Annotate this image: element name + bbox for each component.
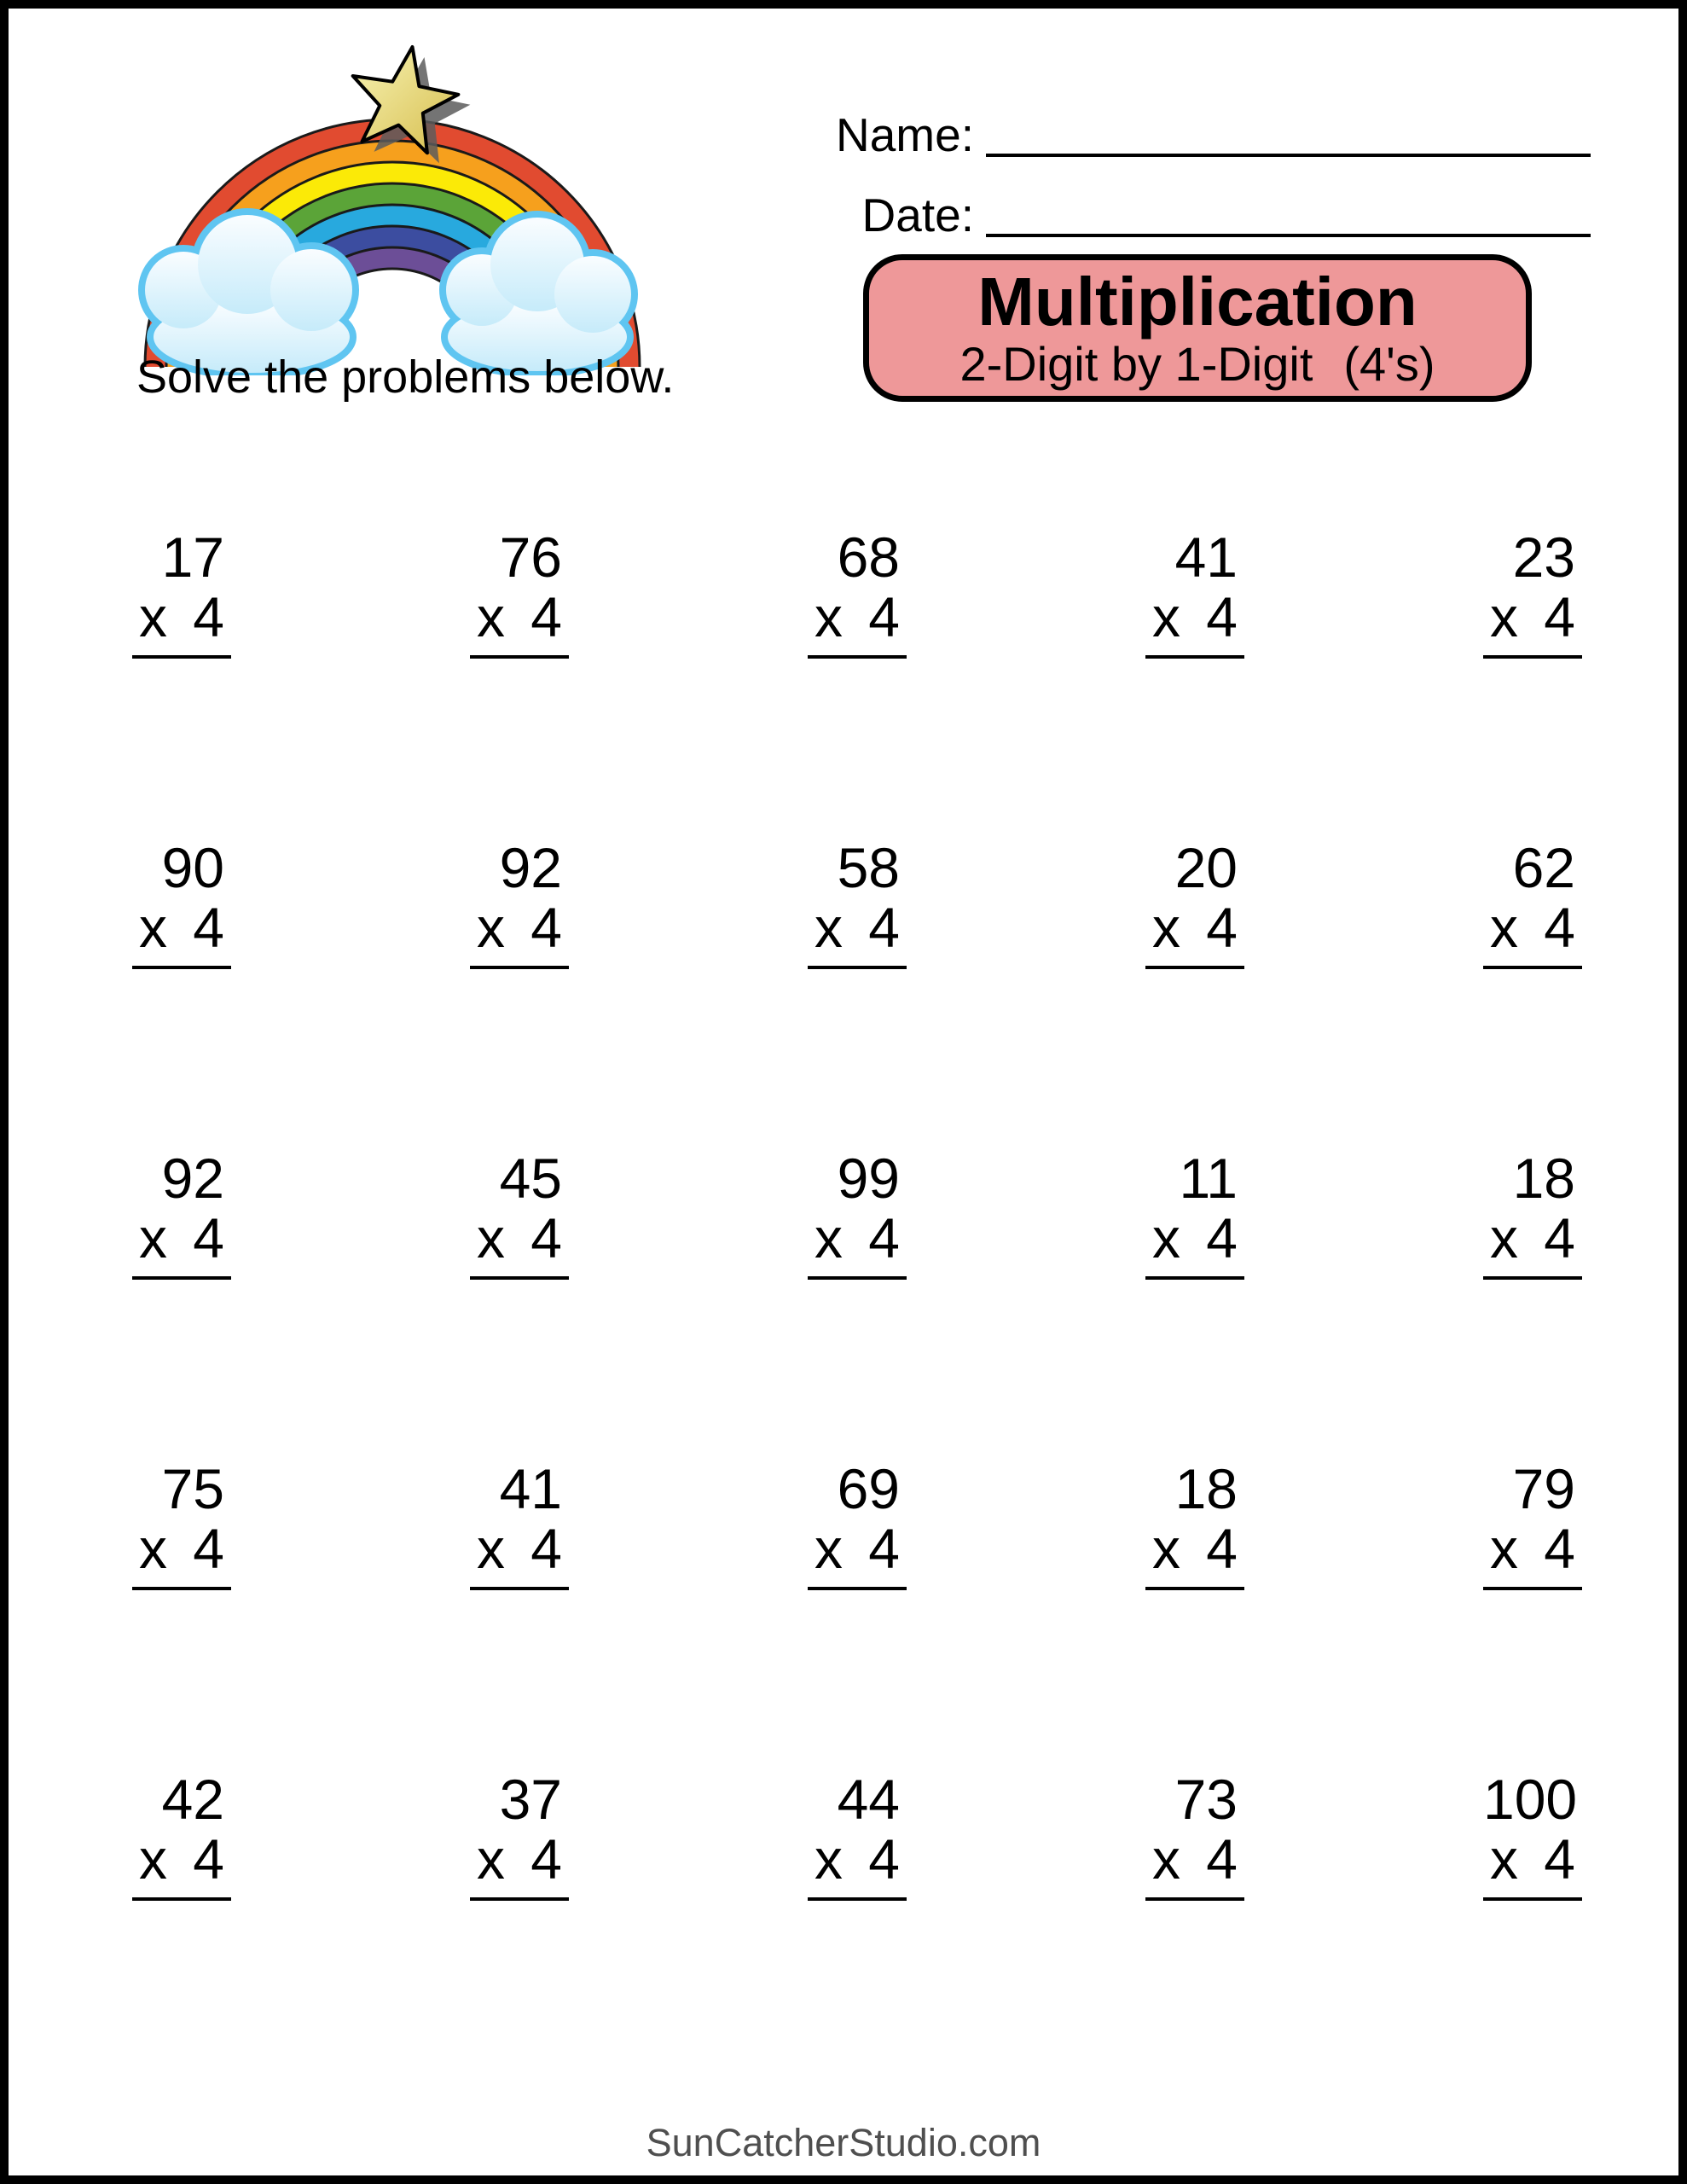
multiply-sign: x (139, 896, 167, 959)
multiplicand: 90 (161, 836, 224, 899)
multiplication-problem (1145, 1148, 1244, 1280)
answer-line (808, 1587, 907, 1590)
footer-credit: SunCatcherStudio.com (646, 2121, 1041, 2164)
multiplier: 4 (1544, 1206, 1575, 1269)
multiply-sign: x (139, 585, 167, 648)
answer-line (1483, 966, 1582, 969)
operator-line (470, 897, 569, 957)
multiplication-problem (132, 838, 231, 969)
multiplicand: 68 (837, 526, 900, 589)
multiplier: 4 (193, 585, 224, 648)
rainbow-svg (90, 43, 652, 375)
multiplier: 4 (193, 1206, 224, 1269)
multiplication-problem (1145, 1769, 1244, 1901)
multiplicand: 75 (161, 1457, 224, 1520)
answer-line (1483, 1587, 1582, 1590)
date-field-row (819, 189, 1591, 241)
worksheet-subtitle (959, 338, 1435, 391)
multiplicand: 37 (499, 1768, 562, 1831)
problems-row (132, 1148, 1582, 1280)
problems-grid (132, 527, 1582, 2080)
multiply-sign: x (815, 1206, 843, 1269)
operator-line (132, 897, 231, 957)
problems-row (132, 1459, 1582, 1590)
multiplicand: 92 (499, 836, 562, 899)
multiply-sign: x (1490, 585, 1518, 648)
multiplication-problem (1145, 527, 1244, 659)
answer-line (1145, 1276, 1244, 1280)
multiplication-problem (132, 527, 231, 659)
multiplication-problem (470, 838, 569, 969)
operator-line (808, 897, 907, 957)
operator-line (808, 1829, 907, 1889)
multiply-sign: x (1490, 896, 1518, 959)
multiplier: 4 (1544, 1827, 1575, 1891)
multiplicand: 73 (1174, 1768, 1238, 1831)
multiplicand: 23 (1512, 526, 1575, 589)
multiplication-problem (470, 1148, 569, 1280)
answer-line (470, 1897, 569, 1901)
multiplicand: 45 (499, 1147, 562, 1210)
multiplicand: 62 (1512, 836, 1575, 899)
answer-line (808, 655, 907, 659)
multiply-sign: x (1152, 1827, 1180, 1891)
operator-line (1145, 1829, 1244, 1889)
multiplication-problem (470, 527, 569, 659)
multiply-sign: x (139, 1517, 167, 1580)
operator-line (1145, 897, 1244, 957)
operator-line (808, 1519, 907, 1578)
date-blank-line (986, 189, 1591, 237)
multiplication-problem (132, 1459, 231, 1590)
multiplicand: 69 (837, 1457, 900, 1520)
multiply-sign: x (1152, 896, 1180, 959)
multiplication-problem (1483, 527, 1582, 659)
multiplier: 4 (868, 585, 900, 648)
multiply-sign: x (1152, 1206, 1180, 1269)
multiplier: 4 (530, 585, 562, 648)
multiplicand: 100 (1483, 1768, 1578, 1831)
answer-line (132, 1587, 231, 1590)
operator-line (1483, 1519, 1582, 1578)
multiplicand: 20 (1174, 836, 1238, 899)
multiplier: 4 (1206, 1206, 1238, 1269)
multiply-sign: x (477, 585, 505, 648)
multiply-sign: x (1490, 1206, 1518, 1269)
multiplier: 4 (1206, 896, 1238, 959)
multiplier: 4 (1544, 1517, 1575, 1580)
multiplication-problem (132, 1769, 231, 1901)
answer-line (470, 1276, 569, 1280)
multiplication-problem (1483, 1148, 1582, 1280)
operator-line (808, 587, 907, 647)
operator-line (132, 1519, 231, 1578)
multiply-sign: x (1490, 1517, 1518, 1580)
answer-line (132, 655, 231, 659)
operator-line (132, 1208, 231, 1268)
multiplier: 4 (530, 1827, 562, 1891)
instruction-text: Solve the problems below. (136, 351, 675, 403)
multiplier: 4 (868, 896, 900, 959)
multiply-sign: x (477, 1827, 505, 1891)
answer-line (808, 1276, 907, 1280)
multiplier: 4 (193, 896, 224, 959)
subtitle-text: 2-Digit by 1-Digit (959, 336, 1313, 391)
multiplicand: 79 (1512, 1457, 1575, 1520)
answer-line (470, 966, 569, 969)
name-label: Name: (836, 108, 974, 161)
operator-line (470, 1519, 569, 1578)
multiplication-problem (470, 1769, 569, 1901)
multiply-sign: x (477, 1517, 505, 1580)
multiplicand: 58 (837, 836, 900, 899)
multiplier: 4 (1206, 1517, 1238, 1580)
operator-line (1483, 1829, 1582, 1889)
multiplier: 4 (193, 1517, 224, 1580)
multiplicand: 99 (837, 1147, 900, 1210)
multiplicand: 18 (1512, 1147, 1575, 1210)
operator-line (1483, 897, 1582, 957)
multiplication-problem (132, 1148, 231, 1280)
operator-line (470, 587, 569, 647)
answer-line (1145, 655, 1244, 659)
operator-line (470, 1208, 569, 1268)
answer-line (1145, 1897, 1244, 1901)
multiply-sign: x (815, 585, 843, 648)
worksheet-title: Multiplication (977, 263, 1417, 340)
subtitle-level-tag: (4's) (1343, 336, 1435, 391)
date-label: Date: (861, 189, 974, 241)
answer-line (1483, 1276, 1582, 1280)
multiplicand: 76 (499, 526, 562, 589)
operator-line (1145, 1519, 1244, 1578)
multiplier: 4 (868, 1827, 900, 1891)
answer-line (132, 1276, 231, 1280)
multiplier: 4 (1544, 896, 1575, 959)
multiplier: 4 (868, 1206, 900, 1269)
multiplication-problem (1145, 1459, 1244, 1590)
multiply-sign: x (1152, 585, 1180, 648)
answer-line (470, 1587, 569, 1590)
multiply-sign: x (139, 1206, 167, 1269)
multiplier: 4 (868, 1517, 900, 1580)
multiplier: 4 (530, 1517, 562, 1580)
multiplication-problem (808, 1459, 907, 1590)
multiply-sign: x (815, 1517, 843, 1580)
multiplicand: 92 (161, 1147, 224, 1210)
operator-line (132, 587, 231, 647)
multiplication-problem (808, 527, 907, 659)
multiplication-problem (1483, 838, 1582, 969)
multiplier: 4 (530, 1206, 562, 1269)
answer-line (808, 966, 907, 969)
answer-line (132, 1897, 231, 1901)
multiplicand: 41 (499, 1457, 562, 1520)
multiply-sign: x (815, 896, 843, 959)
operator-line (470, 1829, 569, 1889)
problems-row (132, 838, 1582, 969)
multiply-sign: x (1490, 1827, 1518, 1891)
multiplication-problem (808, 1148, 907, 1280)
answer-line (1483, 655, 1582, 659)
multiplier: 4 (1544, 585, 1575, 648)
multiplier: 4 (530, 896, 562, 959)
multiplicand: 41 (1174, 526, 1238, 589)
answer-line (1483, 1897, 1582, 1901)
multiply-sign: x (139, 1827, 167, 1891)
multiplier: 4 (1206, 1827, 1238, 1891)
multiplication-problem (1483, 1459, 1582, 1590)
worksheet-title-box (863, 254, 1532, 402)
multiplicand: 42 (161, 1768, 224, 1831)
operator-line (132, 1829, 231, 1889)
name-blank-line (986, 109, 1591, 157)
operator-line (1145, 1208, 1244, 1268)
multiplication-problem (1483, 1769, 1582, 1901)
multiplier: 4 (193, 1827, 224, 1891)
multiplication-problem (808, 1769, 907, 1901)
multiply-sign: x (1152, 1517, 1180, 1580)
multiply-sign: x (815, 1827, 843, 1891)
answer-line (132, 966, 231, 969)
answer-line (808, 1897, 907, 1901)
operator-line (1483, 1208, 1582, 1268)
problems-row (132, 527, 1582, 659)
multiplicand: 17 (161, 526, 224, 589)
multiplication-problem (808, 838, 907, 969)
multiply-sign: x (477, 896, 505, 959)
answer-line (1145, 966, 1244, 969)
operator-line (808, 1208, 907, 1268)
name-field-row (819, 109, 1591, 160)
multiply-sign: x (477, 1206, 505, 1269)
multiplicand: 44 (837, 1768, 900, 1831)
multiplier: 4 (1206, 585, 1238, 648)
multiplicand: 18 (1174, 1457, 1238, 1520)
operator-line (1483, 587, 1582, 647)
operator-line (1145, 587, 1244, 647)
answer-line (470, 655, 569, 659)
multiplication-problem (1145, 838, 1244, 969)
rainbow-graphic (90, 43, 652, 375)
problems-row (132, 1769, 1582, 1901)
multiplicand: 11 (1179, 1147, 1238, 1210)
answer-line (1145, 1587, 1244, 1590)
multiplication-problem (470, 1459, 569, 1590)
